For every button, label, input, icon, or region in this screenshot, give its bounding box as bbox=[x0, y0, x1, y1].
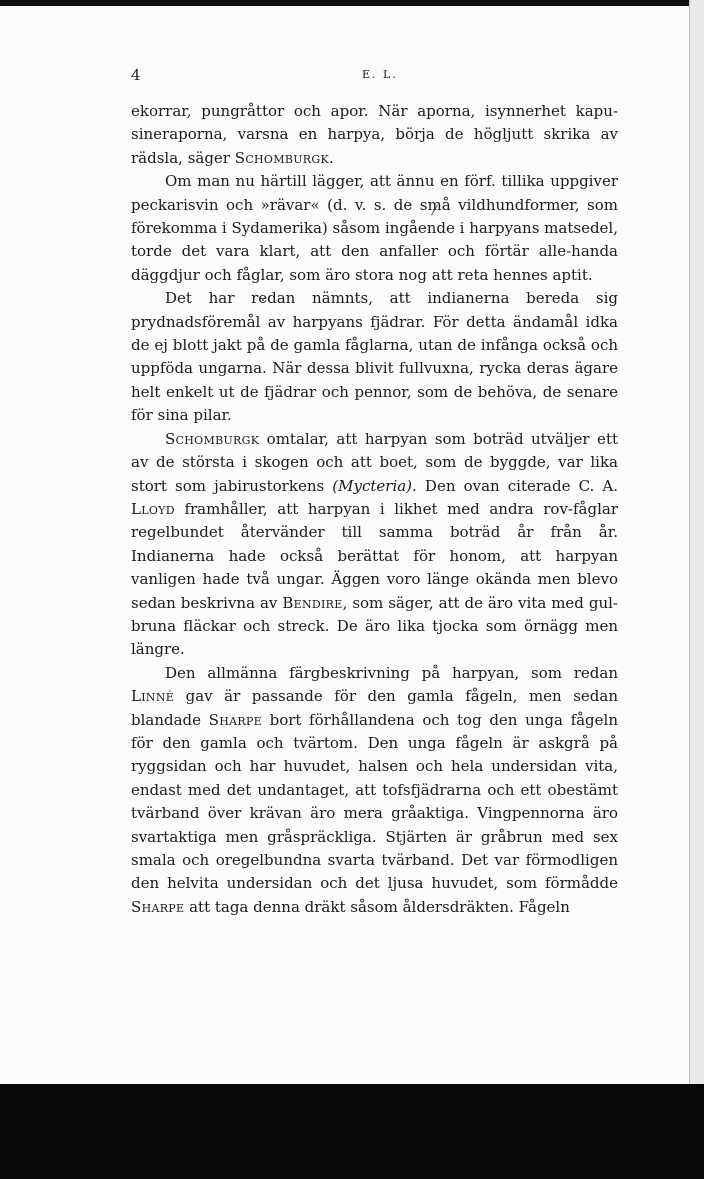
author-name: Lloyd bbox=[131, 499, 175, 518]
page-number: 4 bbox=[131, 66, 141, 84]
text-run: . Den ovan citerade C. A. bbox=[412, 476, 618, 495]
scan-edge-strip bbox=[689, 0, 704, 1090]
text-run: bort förhållandena och tog den unga fågeln för den gamla och tvärtom. Den unga fågeln är askgrå på ryggsidan och har huvudet, halsen och hela undersidan vita, endast med det undantaget, att tofsfjädrarna och ett obestämt tvärband över krävan äro mera gråaktiga. Vingpennorna äro svartaktiga men gråspräckliga. Stjärten är gråbrun med sex smala och oregelbundna svarta tvärband. Det var förmodligen den helvita undersidan och det ljusa huvudet, som förmådde bbox=[131, 710, 618, 893]
author-name: Sharpe bbox=[208, 710, 262, 729]
text-run: Om man nu härtill lägger, att ännu en förf. tillika uppgiver peckarisvin och »rävar« (d. v. s. de små vildhundformer, som förekomma i Sydamerika) såsom ingående i harpyans matsedel, torde det vara klart, att den anfaller och förtär alle-handa däggdjur och fåglar, som äro stora nog att reta hennes aptit. bbox=[131, 172, 618, 284]
paragraph-3 bbox=[131, 287, 618, 427]
paragraph-5 bbox=[131, 662, 618, 919]
body-text bbox=[131, 100, 618, 919]
scan-frame-bottom bbox=[0, 1084, 704, 1179]
text-run: gav är passande för den gamla fågeln, men sedan blandade bbox=[131, 687, 618, 729]
author-name: Sharpe bbox=[131, 897, 185, 916]
text-run: Den allmänna färgbeskrivning på harpyan, som redan bbox=[165, 663, 618, 682]
text-run: att taga denna dräkt såsom åldersdräkten. Fågeln bbox=[184, 897, 570, 916]
author-name: Linné bbox=[131, 687, 175, 706]
paragraph-2 bbox=[131, 170, 618, 287]
author-name: Bendire bbox=[282, 593, 343, 612]
text-run: ekorrar, pungråttor och apor. När aporna, isynnerhet kapu-sineraporna, varsna en harpya, börja de högljutt skrika av rädsla, säger bbox=[131, 102, 618, 167]
text-run: omtalar, att harpyan som boträd utväljer ett av de största i skogen och att boet, som de byggde, var lika stort som jabirustorkens bbox=[131, 429, 618, 495]
running-head: E. L. bbox=[362, 68, 398, 81]
author-name: Schomburgk bbox=[234, 148, 329, 167]
text-run: . bbox=[328, 148, 334, 167]
text-run: framhåller, att harpyan i likhet med andra rov-fåglar regelbundet återvänder till samma boträd år från år. Indianerna hade också berättat för honom, att harpyan vanligen hade två ungar. Äggen voro länge okända men blevo sedan beskrivna av bbox=[131, 499, 618, 612]
paragraph-1 bbox=[131, 100, 618, 170]
genus-name: (Mycteria) bbox=[332, 476, 413, 495]
text-run: Det har redan nämnts, att indianerna bereda sig prydnadsföremål av harpyans fjädrar. För detta ändamål idka de ej blott jakt på de gamla fåglarna, utan de infånga också och uppföda ungarna. När dessa blivit fullvuxna, rycka deras ägare helt enkelt ut de fjädrar och pennor, som de behöva, de senare för sina pilar. bbox=[131, 289, 618, 425]
paragraph-4 bbox=[131, 428, 618, 662]
author-name: Schomburgk bbox=[165, 429, 260, 448]
text-run: , som säger, att de äro vita med gul-bruna fläckar och streck. De äro lika tjocka som örnägg men längre. bbox=[131, 593, 618, 659]
